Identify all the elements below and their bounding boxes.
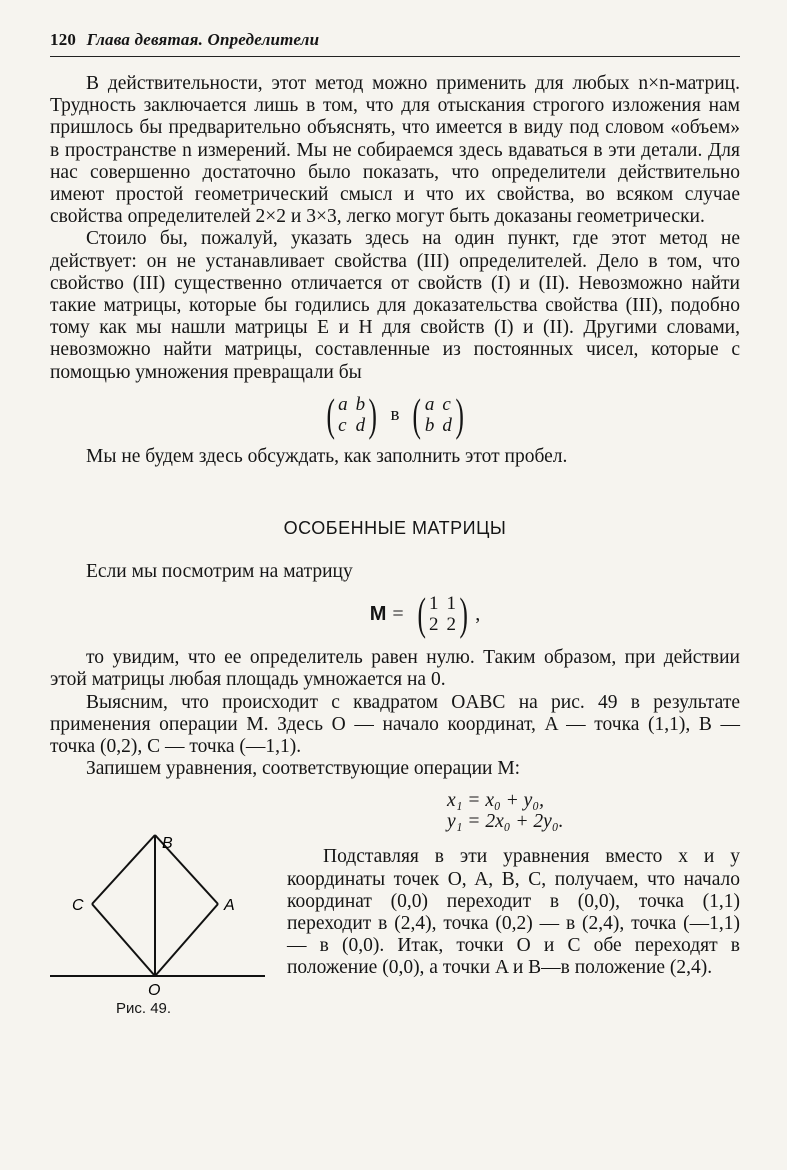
paragraph-7: Запишем уравнения, соответствующие операции M: xyxy=(86,758,521,780)
chapter-title: Глава девятая. Определители xyxy=(86,30,320,49)
label-O: O xyxy=(148,982,161,1000)
paragraph-1: В действительности, этот метод можно применить для любых n×n-матриц. Трудность заключается лишь в том, что для отыскания строгого изложения нам пришлось бы предварительно объяснять, что имеется в виду под словом «объем» в пространстве n измерений. Мы не собираемся здесь вдаваться в эти детали. Для нас совершенно достаточно было показать, что определители действительно имеют простой геометрический смысл и что их свойства, во всяком случае свойства определителей 2×2 и 3×3, легко могут быть доказаны геометрически. xyxy=(50,73,740,228)
paragraph-8: Подставляя в эти уравнения вместо x и y координаты точек O, A, B, C, получаем, что начало координат (0,0) переходит в (0,0), точка (1,1) переходит в (2,4), точка (0,2) — в (2,4), точка (—1,1) — в (0,0). Итак, точки O и C обе переходят в положение (0,0), а точки A и B—в положение (2,4). xyxy=(287,846,740,979)
equations xyxy=(447,790,740,832)
paragraph-3: Мы не будем здесь обсуждать, как заполнить этот пробел. xyxy=(86,445,568,467)
paragraph-2: Стоило бы, пожалуй, указать здесь на один пункт, где этот метод не действует: он не устанавливает свойства (III) определителей. Дело в том, что свойство (III) существенно отличается от свойств (I) и (II). Невозможно найти такие матрицы, которые бы годились для доказательства свойства (III), подобно тому как мы нашли матрицы E и H для свойств (I) и (II). Другими словами, невозможно найти матрицы, составленные из постоянных чисел, которые с помощью умножения превращали бы xyxy=(50,228,740,383)
equations-column xyxy=(287,790,740,979)
matrix-cell: c xyxy=(442,393,451,415)
page xyxy=(50,30,740,1030)
matrix-cell: b xyxy=(355,393,366,415)
page-number: 120 xyxy=(50,30,77,49)
square-diagram xyxy=(50,790,275,1000)
matrix-abcd: ( a b c d ) xyxy=(326,388,378,440)
matrix-transform xyxy=(50,388,740,440)
label-C: C xyxy=(72,897,84,915)
running-head xyxy=(50,30,740,57)
paragraph-6: Выясним, что происходит с квадратом OABC на рис. 49 в результате применения операции M. Здесь O — начало координат, A — точка (1,1), B — точка (0,2), C — точка (—1,1). xyxy=(50,691,740,758)
matrix-cell: d xyxy=(355,414,366,436)
matrix-cell: c xyxy=(338,414,347,436)
edge-CO xyxy=(92,904,155,976)
label-A: A xyxy=(224,897,235,915)
matrix-M-equation xyxy=(110,588,740,640)
matrix-cell: 2 xyxy=(446,614,456,636)
figure-caption: Рис. 49. xyxy=(116,1000,172,1018)
matrix-cell: a xyxy=(338,393,348,415)
matrix-cell: d xyxy=(442,414,452,436)
matrix-acbd: ( a c b d ) xyxy=(412,388,464,440)
figure-and-text xyxy=(50,790,740,1030)
matrix-cell: 1 xyxy=(428,593,439,615)
matrix-M-name: M xyxy=(369,602,387,625)
matrix-M-trail: , xyxy=(475,602,481,625)
matrix-cell: 1 xyxy=(446,593,456,615)
figure-49 xyxy=(50,790,275,1030)
matrix-connector: в xyxy=(390,403,400,425)
equals-sign: = xyxy=(392,602,404,625)
paragraph-4: Если мы посмотрим на матрицу xyxy=(86,561,353,583)
edge-AO xyxy=(155,904,218,976)
edge-BC xyxy=(92,835,155,904)
matrix-cell: 2 xyxy=(428,614,439,636)
section-title: ОСОБЕННЫЕ МАТРИЦЫ xyxy=(283,518,507,539)
matrix-cell: a xyxy=(424,393,435,415)
matrix-M: ( 1 1 2 2 ) xyxy=(417,588,468,640)
equation-x1: x₁ = x₀ + y₀, xyxy=(447,790,544,812)
paragraph-5: то увидим, что ее определитель равен нулю. Таким образом, при действии этой матрицы любая площадь умножается на 0. xyxy=(50,647,740,691)
label-B: B xyxy=(162,835,173,853)
matrix-cell: b xyxy=(424,414,435,436)
equation-y1: y₁ = 2x₀ + 2y₀. xyxy=(447,811,564,833)
